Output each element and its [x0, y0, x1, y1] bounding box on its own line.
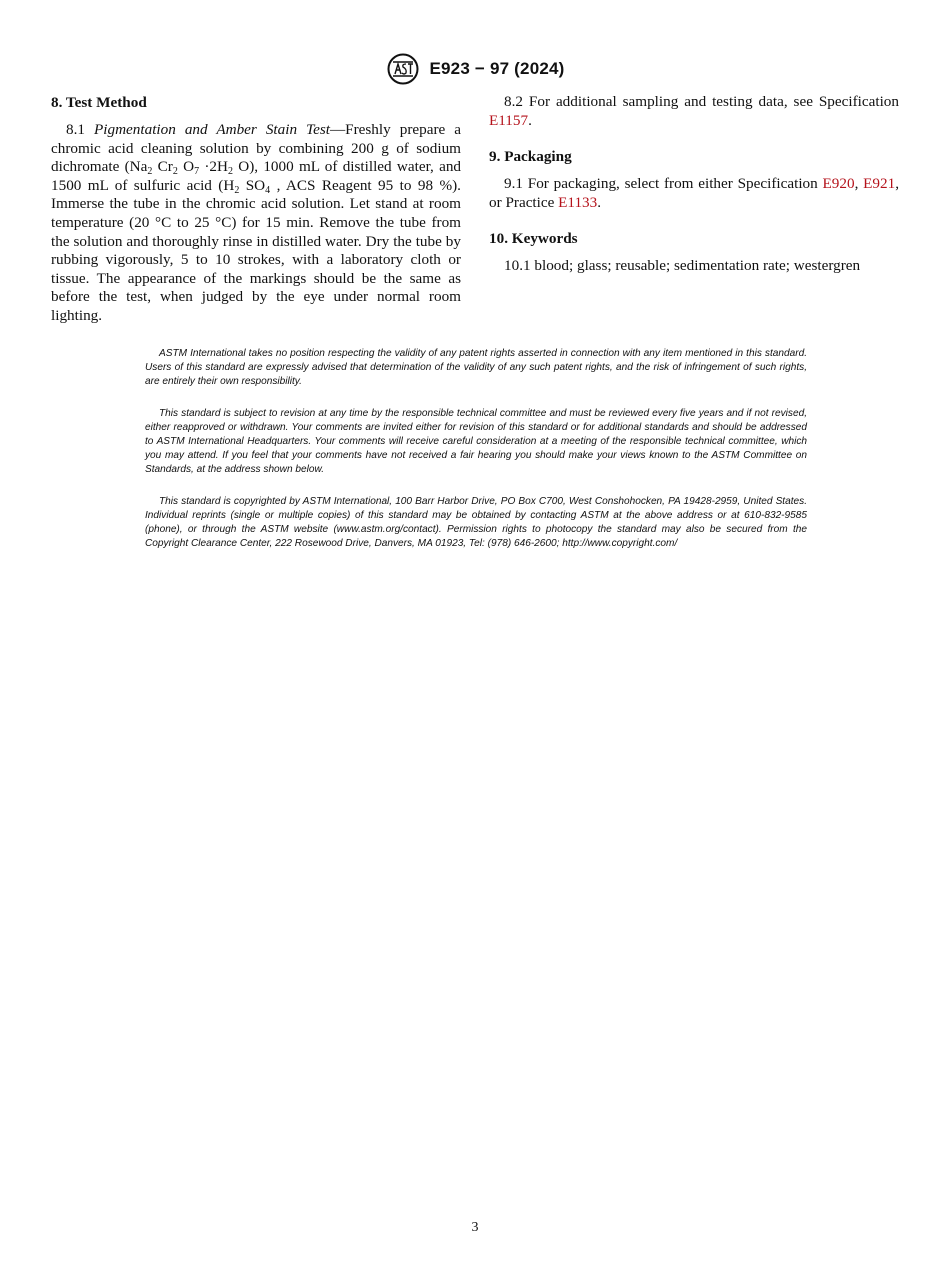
text-run: SO — [239, 176, 266, 194]
revision-notice: This standard is subject to revision at any time by the responsible technical committee and must be reviewed every five years and if not revised, either reapproved or withdrawn. Your comments are invited either for revision of this standard or for additional standards and should be addressed to ASTM International Headquarters. Your comments will receive careful consideration at a meeting of the responsible technical committee, which you may attend. If you feel that your comments have not received a fair hearing you should make your views known to the ASTM Committee on Standards, at the address shown below. — [145, 408, 807, 475]
link-e1133[interactable]: E1133 — [558, 193, 598, 211]
text-run: —Freshly prepare a chromic acid cleaning solution by combining 200 g of sodium dichromate (Na — [51, 121, 461, 176]
section-9-title: 9. Packaging — [489, 148, 572, 166]
copyright-notice: This standard is copyrighted by ASTM International, 100 Barr Harbor Drive, PO Box C700, West Conshohocken, PA 19428-2959, United States. Individual reprints (single or multiple copies) of this standard may be obtained by contacting ASTM at the above address or at 610-832-9585 (phone), or through the ASTM website (www.astm.org/contact). Permission rights to photocopy the standard may also be secured from the Copyright Clearance Center, 222 Rosewood Drive, Danvers, MA 01923, Tel: (978) 646-2600; http://www.copyright.com/ — [145, 496, 807, 549]
subscript: 2 — [172, 166, 178, 178]
link-e921[interactable]: E921 — [863, 175, 896, 193]
paragraph-number: 8.1 — [66, 121, 85, 138]
text-run: . — [597, 193, 602, 211]
paragraph-8-1-heading: Pigmentation and Amber Stain Test — [93, 121, 330, 138]
document-designation: E923 − 97 (2024) — [429, 59, 565, 78]
legal-notices — [145, 347, 807, 570]
subscript: 2 — [227, 166, 233, 178]
text-run: 8.2 For additional sampling and testing data, see Specification — [504, 93, 899, 110]
patent-notice: ASTM International takes no position respecting the validity of any patent rights asserted in connection with any item mentioned in this standard. Users of this standard are expressly advised that determination of the validity of any such patent rights, and the risk of infringement of such rights, are entirely their own responsibility. — [145, 348, 807, 387]
text-run: . — [528, 111, 532, 129]
text-run: O), 1000 mL of distilled water, and 1500 mL of sulfuric acid (H — [51, 158, 462, 194]
paragraph-8-1 — [51, 121, 461, 326]
text-run: , or Practice — [489, 175, 899, 211]
page-header — [0, 52, 950, 86]
section-8-title: 8. Test Method — [51, 94, 147, 111]
subscript: 7 — [194, 166, 200, 178]
section-10-title: 10. Keywords — [489, 230, 578, 248]
text-run: 9.1 For packaging, select from either Specification — [504, 175, 823, 193]
text-run: O — [177, 158, 195, 176]
subscript: 2 — [234, 184, 240, 196]
subscript: 2 — [147, 166, 153, 178]
text-run: Cr — [152, 158, 173, 176]
paragraph-8-2 — [489, 93, 899, 130]
text-run: , ACS Reagent 95 to 98 %). Immerse the tube in the chromic acid solution. Let stand at room temperature (20 °C to 25 °C) for 15 min. Remove the tube from the solution and thoroughly rinse in distilled water. Dry the tube by rubbing vigorously, 5 to 10 strokes, with a laboratory cloth or tissue. The appearance of the markings should be the same as before the test, when judged by the eye under normal room lighting. — [51, 176, 461, 324]
text-run: ·2H — [199, 158, 228, 176]
text-run: , — [854, 175, 864, 193]
paragraph-9-1 — [489, 175, 899, 212]
astm-logo-icon — [385, 53, 421, 85]
paragraph-10-1: 10.1 blood; glass; reusable; sedimentation rate; westergren — [504, 257, 861, 275]
link-e920[interactable]: E920 — [822, 175, 855, 193]
left-column — [51, 93, 461, 326]
subscript: 4 — [265, 184, 271, 196]
link-e1157[interactable]: E1157 — [489, 111, 529, 129]
page-number: 3 — [471, 1220, 479, 1235]
right-column — [489, 93, 899, 276]
